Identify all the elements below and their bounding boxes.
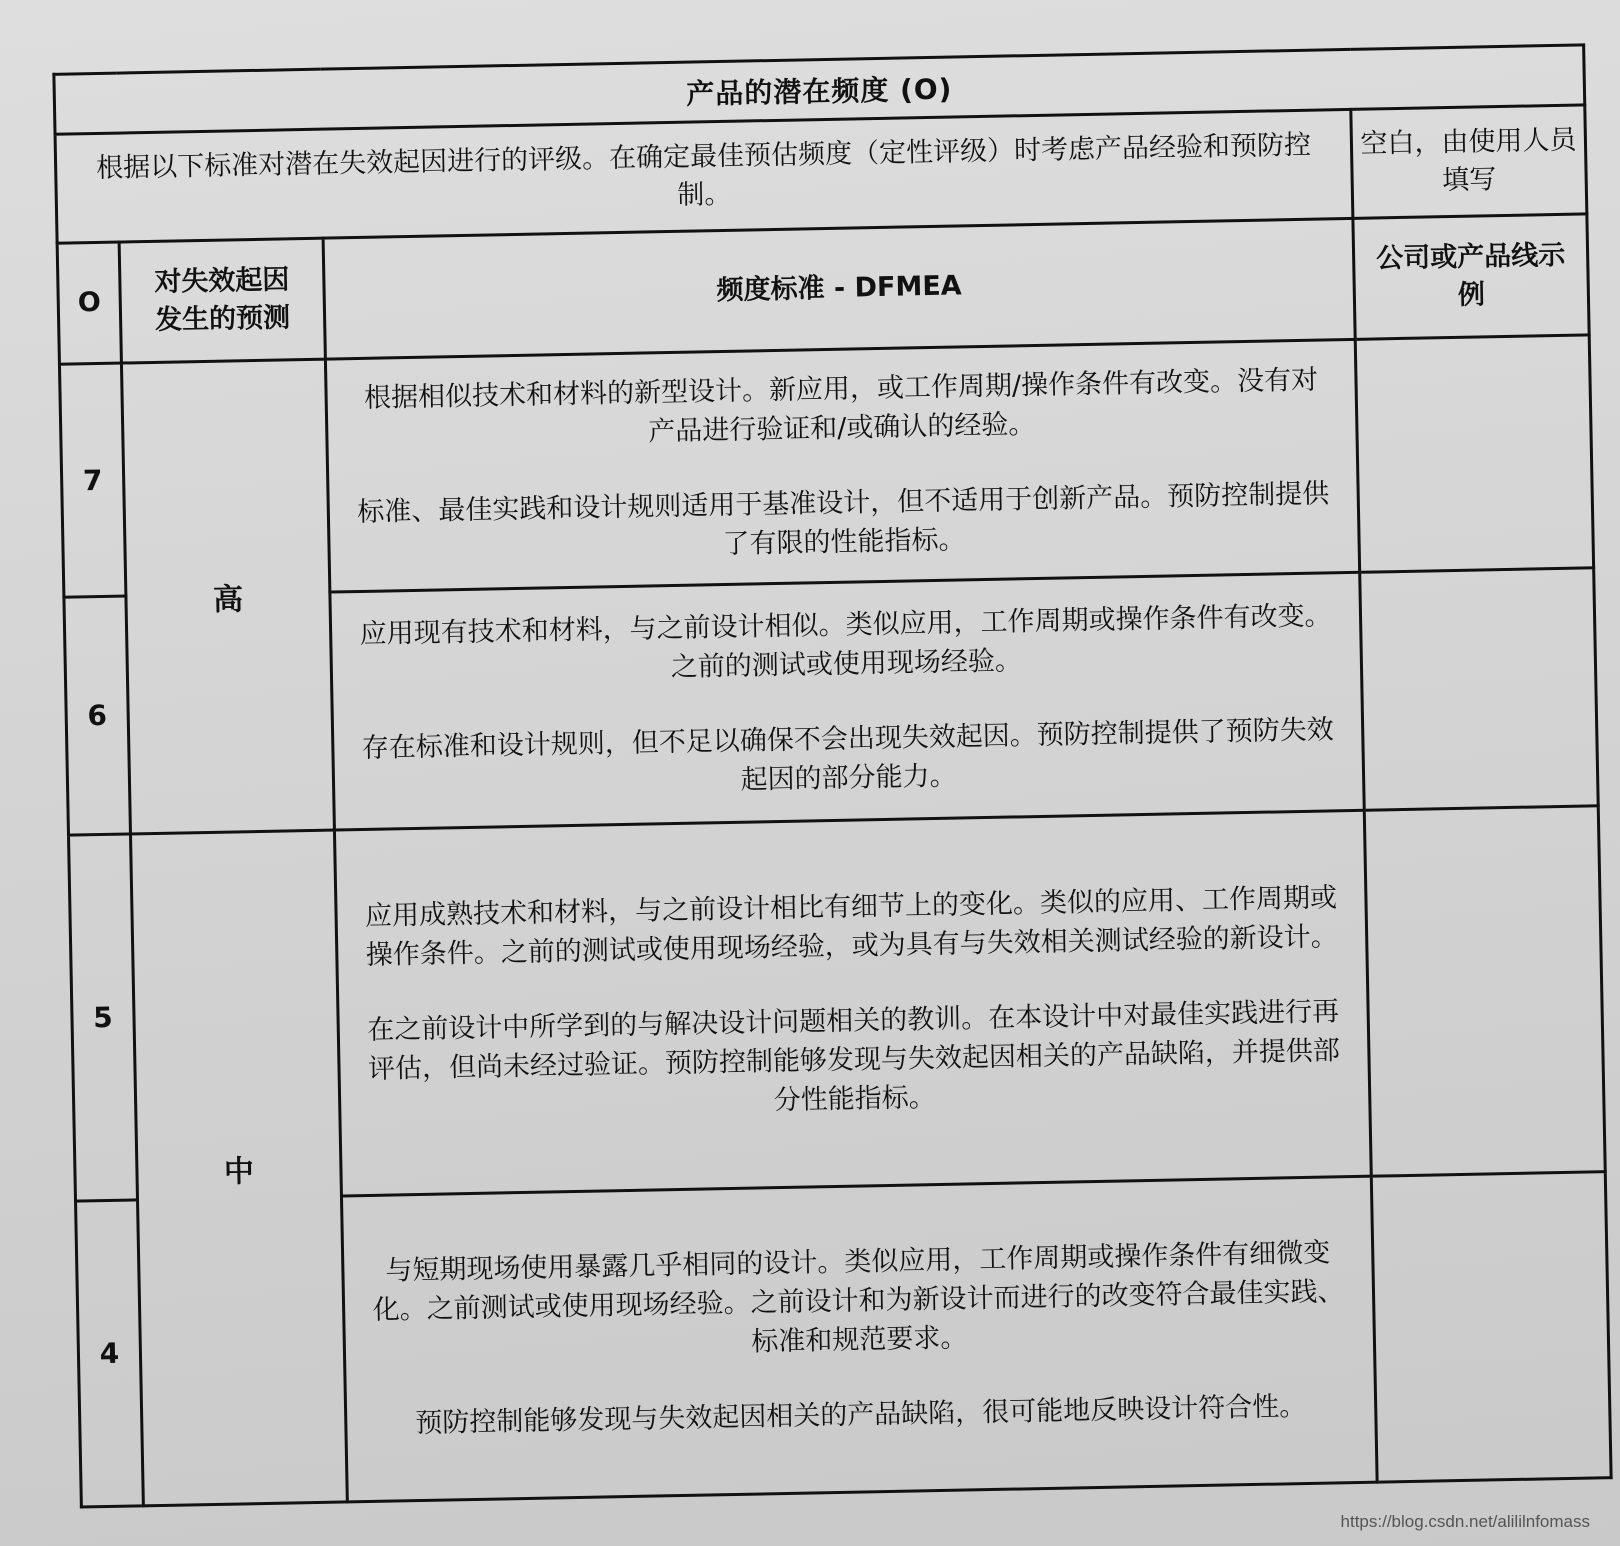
table-title: 产品的潜在频度 (O) bbox=[54, 45, 1585, 135]
example-cell bbox=[1371, 1171, 1611, 1482]
header-prediction: 对失效起因发生的预测 bbox=[119, 238, 325, 363]
criteria-cell bbox=[330, 572, 1364, 830]
header-criteria: 频度标准 - DFMEA bbox=[323, 218, 1355, 359]
example-cell bbox=[1355, 335, 1593, 572]
criteria-cell bbox=[334, 811, 1371, 1196]
criteria-cell bbox=[325, 340, 1359, 592]
criteria-paragraph: 标准、最佳实践和设计规则适用于基准设计，但不适用于创新产品。预防控制提供了有限的性能指标。 bbox=[357, 478, 1330, 561]
criteria-paragraph: 在之前设计中所学到的与解决设计问题相关的教训。在本设计中对最佳实践进行再评估，但尚未经过验证。预防控制能够发现与失效起因相关的产品缺陷，并提供部分性能指标。 bbox=[367, 996, 1341, 1117]
example-cell bbox=[1360, 568, 1599, 811]
level-high: 高 bbox=[121, 360, 334, 835]
criteria-paragraph: 预防控制能够发现与失效起因相关的产品缺陷，很可能地反映设计符合性。 bbox=[415, 1391, 1307, 1440]
criteria-paragraph: 根据相似技术和材料的新型设计。新应用，或工作周期/操作条件有改变。没有对产品进行验证和/或确认的经验。 bbox=[363, 364, 1319, 448]
o-value: 4 bbox=[76, 1200, 144, 1507]
criteria-paragraph: 与短期现场使用暴露几乎相同的设计。类似应用，工作周期或操作条件有细微变化。之前测试或使用现场经验。之前设计和为新设计而进行的改变符合最佳实践、标准和规范要求。 bbox=[372, 1237, 1345, 1358]
criteria-paragraph: 存在标准和设计规则，但不足以确保不会出现失效起因。预防控制提供了预防失效起因的部分能力。 bbox=[361, 713, 1334, 796]
header-example: 公司或产品线示例 bbox=[1353, 214, 1589, 340]
occurrence-rating-table bbox=[52, 43, 1612, 1508]
o-value: 7 bbox=[59, 363, 125, 596]
blank-note: 空白，由使用人员填写 bbox=[1351, 105, 1587, 218]
criteria-paragraph: 应用现有技术和材料，与之前设计相似。类似应用，工作周期或操作条件有改变。之前的测试或使用现场经验。 bbox=[359, 599, 1332, 683]
level-medium: 中 bbox=[130, 830, 347, 1505]
header-o: O bbox=[57, 242, 121, 365]
watermark-url: https://blog.csdn.net/alililnfomass bbox=[1340, 1512, 1590, 1531]
example-cell bbox=[1364, 806, 1605, 1176]
table-row bbox=[69, 806, 1606, 1201]
o-value: 5 bbox=[69, 834, 138, 1200]
o-value: 6 bbox=[64, 596, 131, 836]
occurrence-table-wrapper bbox=[52, 43, 1609, 1508]
intro-text: 根据以下标准对潜在失效起因进行的评级。在确定最佳预估频度（定性评级）时考虑产品经验和预防控制。 bbox=[55, 110, 1353, 244]
criteria-paragraph: 应用成熟技术和材料，与之前设计相比有细节上的变化。类似的应用、工作周期或操作条件。之前的测试或使用现场经验，或为具有与失效相关测试经验的新设计。 bbox=[364, 882, 1338, 972]
criteria-cell bbox=[341, 1176, 1377, 1502]
table-row bbox=[59, 335, 1593, 597]
